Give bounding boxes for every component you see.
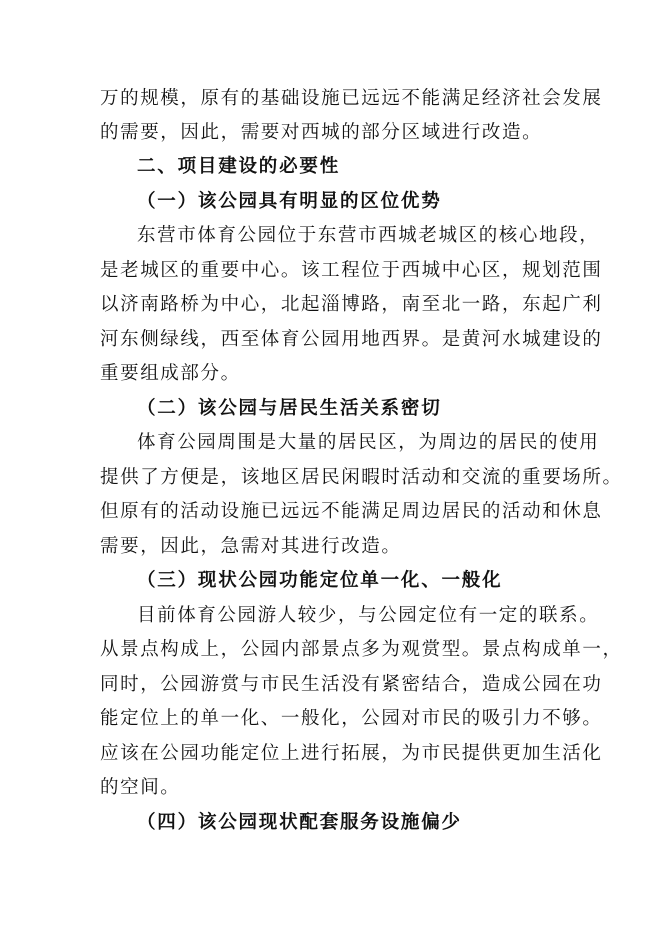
body-text-line: 从景点构成上，公园内部景点多为观赏型。景点构成单一， (100, 639, 623, 660)
body-text-line: 但原有的活动设施已远远不能满足周边居民的活动和休息 (100, 501, 603, 522)
body-text-line: 体育公园周围是大量的居民区，为周边的居民的使用 (137, 432, 600, 453)
body-text-line: 东营市体育公园位于东营市西城老城区的核心地段， (137, 225, 600, 246)
body-text-line: 重要组成部分。 (100, 363, 241, 384)
body-text-line: 需要，因此，急需对其进行改造。 (100, 536, 402, 557)
body-text-line: 目前体育公园游人较少，与公园定位有一定的联系。 (137, 605, 600, 626)
body-text-line: 提供了方便是，该地区居民闲暇时活动和交流的重要场所。 (100, 467, 623, 488)
body-text-line: 能定位上的单一化、一般化，公园对市民的吸引力不够。 (100, 708, 603, 729)
body-text-line: 是老城区的重要中心。该工程位于西城中心区，规划范围 (100, 260, 603, 281)
subsection-heading: （二）该公园与居民生活关系密切 (137, 398, 442, 419)
body-text-line: 同时，公园游赏与市民生活没有紧密结合，造成公园在功 (100, 674, 603, 695)
subsection-heading: （四）该公园现状配套服务设施偏少 (137, 812, 462, 833)
section-heading: 二、项目建设的必要性 (137, 156, 341, 177)
subsection-heading: （一）该公园具有明显的区位优势 (137, 191, 442, 212)
subsection-heading: （三）现状公园功能定位单一化、一般化 (137, 570, 503, 591)
body-text-line: 万的规模，原有的基础设施已远远不能满足经济社会发展 (100, 88, 603, 109)
body-text-line: 河东侧绿线，西至体育公园用地西界。是黄河水城建设的 (100, 329, 603, 350)
body-text-line: 的空间。 (100, 777, 181, 798)
body-text-line: 以济南路桥为中心，北起淄博路，南至北一路，东起广利 (100, 294, 603, 315)
body-text-line: 的需要，因此，需要对西城的部分区域进行改造。 (100, 122, 543, 143)
body-text-line: 应该在公园功能定位上进行拓展，为市民提供更加生活化 (100, 743, 603, 764)
